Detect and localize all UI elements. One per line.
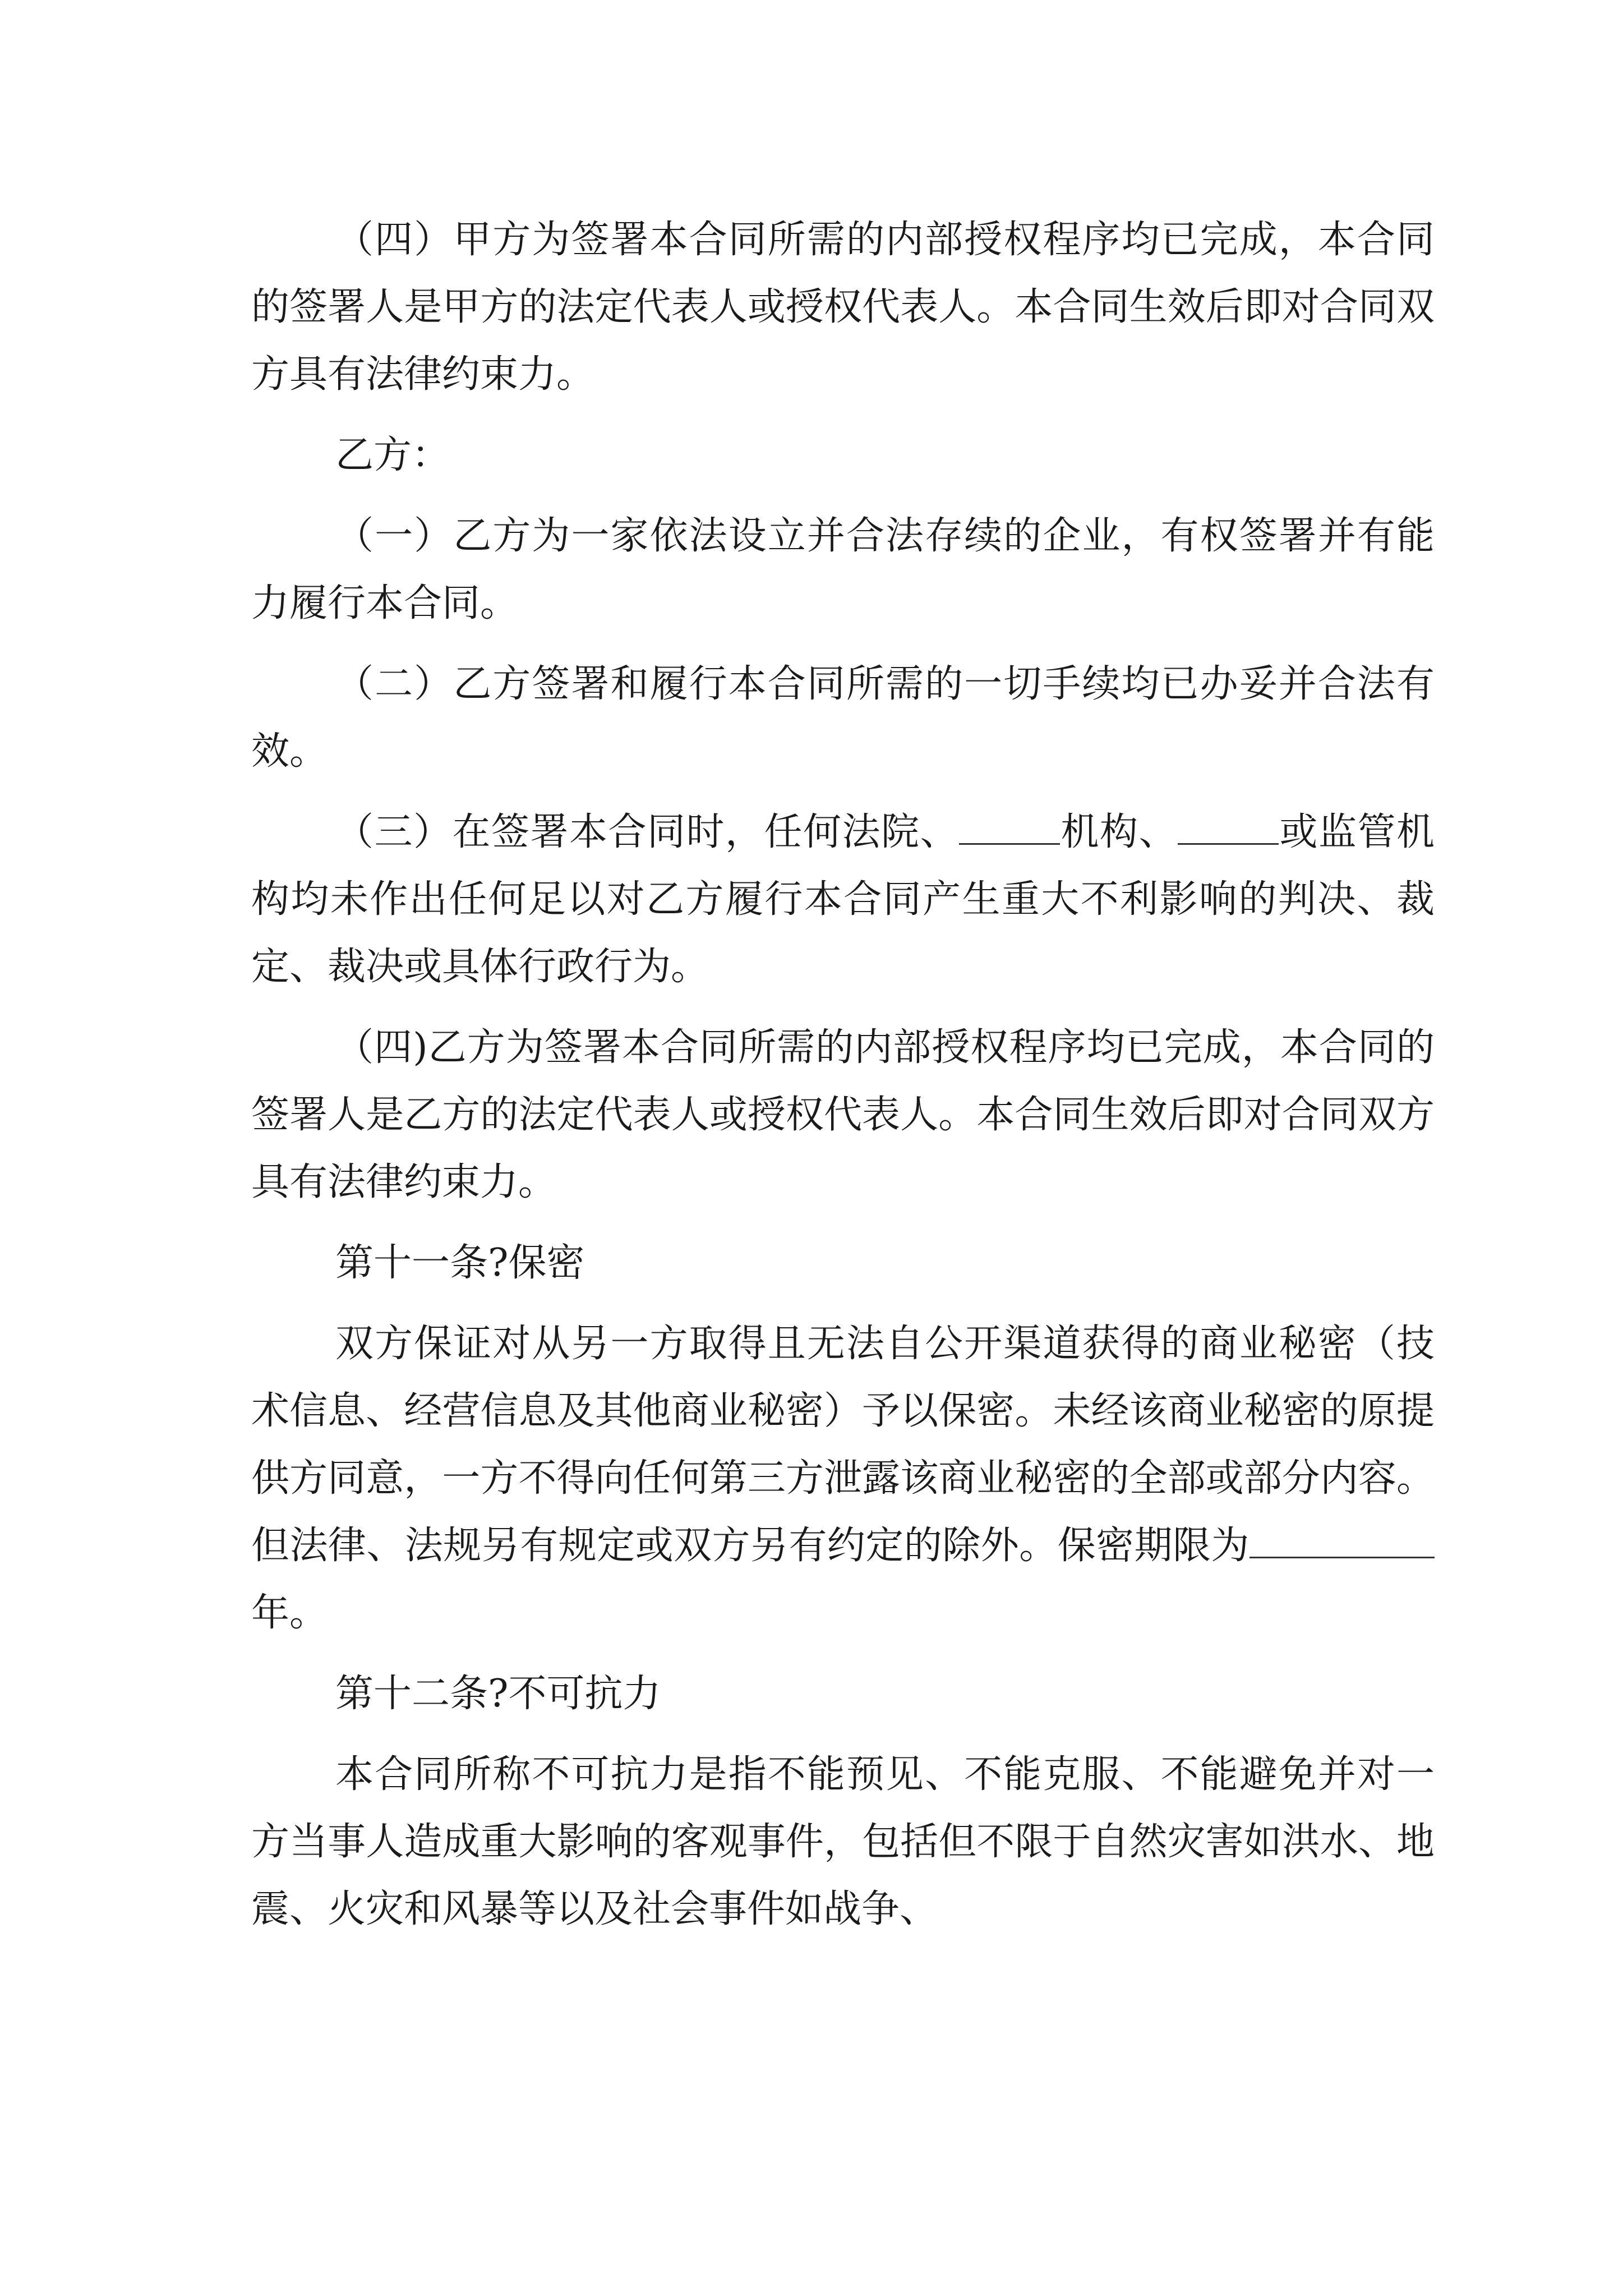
clause-text-segment: 双方保证对从另一方取得且无法自公开渠道获得的商业秘密（技术信息、经营信息及其他商业秘密）予以保密。未经该商业秘密的原提供方同意，一方不得向任何第三方泄露该商业秘密的全部或部分内容。但法律、法规另有规定或双方另有约定的除外。保密期限为 (251, 1322, 1435, 1568)
clause-party-b-established: （一）乙方为一家依法设立并合法存续的企业，有权签署并有能力履行本合同。 (251, 514, 1435, 625)
blank-field-institution-2 (1178, 803, 1279, 845)
clause-text-segment: （三）在签署本合同时，任何法院、 (335, 810, 959, 854)
clause-party-b-no-adverse-judgment (251, 799, 1435, 1001)
blank-field-institution-1 (959, 803, 1060, 845)
clause-party-b-authorization: （四)乙方为签署本合同所需的内部授权程序均已完成，本合同的签署人是乙方的法定代表人或授权代表人。本合同生效后即对合同双方具有法律约束力。 (251, 1025, 1435, 1204)
clause-text-segment: 机构、 (1059, 810, 1178, 854)
blank-field-confidentiality-years (1249, 1516, 1435, 1558)
party-b-heading: 乙方： (335, 433, 450, 477)
clause-party-b-procedures: （二）乙方签署和履行本合同所需的一切手续均已办妥并合法有效。 (251, 662, 1435, 774)
article-11-heading: 第十一条?保密 (335, 1241, 585, 1285)
contract-body (251, 206, 1435, 1957)
clause-party-a-authorization: （四）甲方为签署本合同所需的内部授权程序均已完成，本合同的签署人是甲方的法定代表人或授权代表人。本合同生效后即对合同双方具有法律约束力。 (251, 218, 1435, 397)
clause-text-segment: 年。 (251, 1591, 328, 1635)
article-12-force-majeure: 本合同所称不可抗力是指不能预见、不能克服、不能避免并对一方当事人造成重大影响的客观事件，包括但不限于自然灾害如洪水、地震、火灾和风暴等以及社会事件如战争、 (251, 1752, 1435, 1931)
clause-text-segment: 或监管机构均未作出任何足以对乙方履行本合同产生重大不利影响的判决、裁定、裁决或具体行政行为。 (251, 810, 1435, 989)
article-12-heading: 第十二条?不可抗力 (335, 1672, 661, 1716)
article-11-confidentiality (251, 1310, 1435, 1647)
